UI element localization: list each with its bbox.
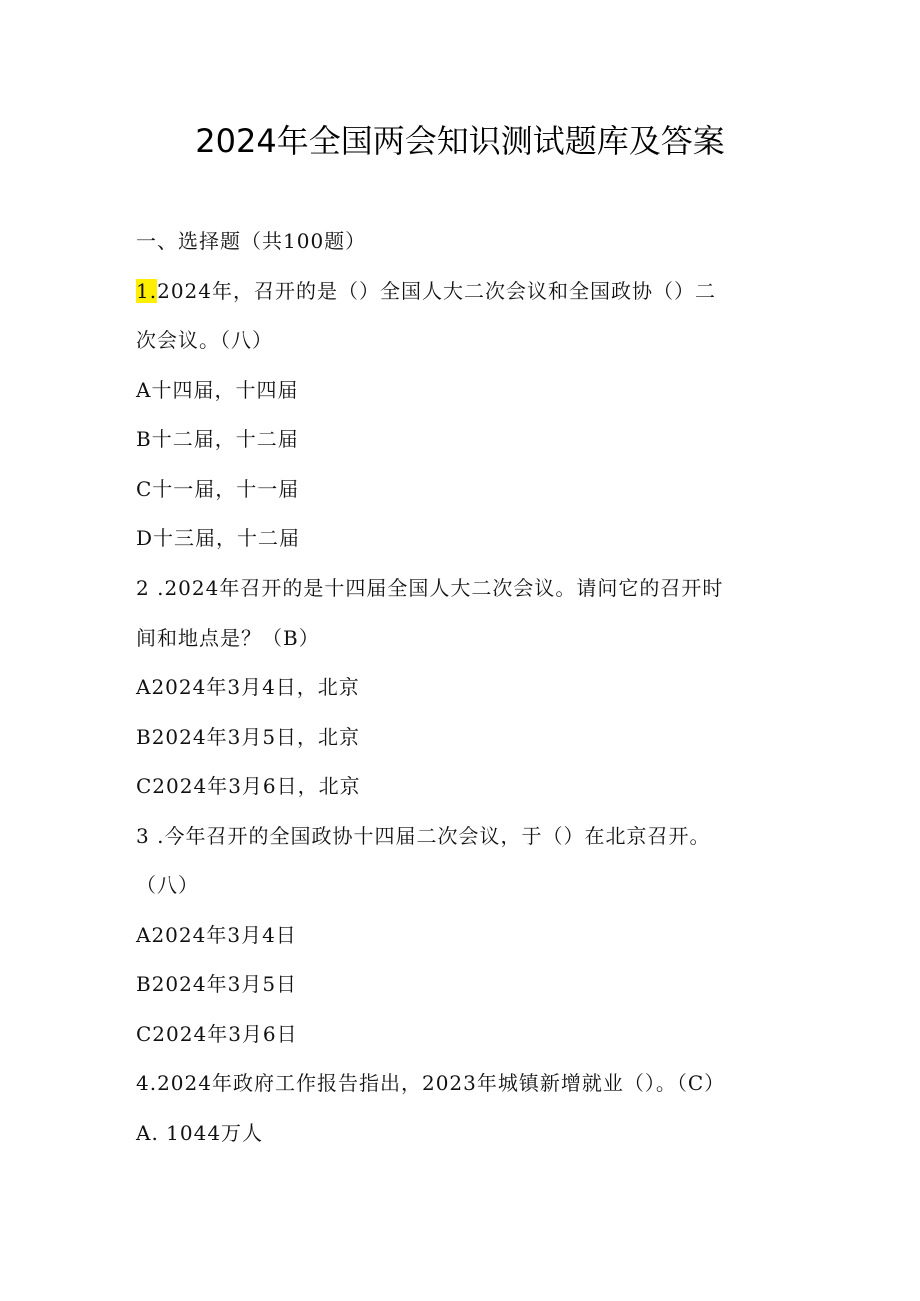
question-1-text: 2024年，召开的是（）全国人大二次会议和全国政协（）二 (157, 279, 716, 303)
option-line: B2024年3月5日 (136, 972, 298, 996)
option-line: D十三届，十二届 (136, 526, 301, 550)
question-2-line-2: 间和地点是？（B） (136, 626, 320, 650)
question-1-line-2: 次会议。（八） (136, 328, 273, 352)
option-line: B十二届，十二届 (136, 427, 299, 451)
option-line: A2024年3月4日 (136, 923, 297, 947)
document-title: 2024年全国两会知识测试题库及答案 (195, 122, 725, 160)
question-3-line-1: 3 .今年召开的全国政协十四届二次会议，于（）在北京召开。 (136, 824, 711, 848)
option-line: C2024年3月6日 (136, 1022, 298, 1046)
section-heading: 一、选择题（共100题） (136, 229, 367, 253)
option-line: B2024年3月5日，北京 (136, 725, 361, 749)
option-line: A. 1044万人 (136, 1121, 264, 1145)
question-4-line-1: 4.2024年政府工作报告指出，2023年城镇新增就业（）。（C） (136, 1071, 726, 1095)
option-line: C2024年3月6日，北京 (136, 774, 361, 798)
question-3-line-2: （八） (136, 873, 199, 897)
question-1-line-1 (136, 277, 716, 305)
option-line: C十一届，十一届 (136, 477, 300, 501)
option-line: A2024年3月4日，北京 (136, 675, 360, 699)
question-number-highlight: 1. (136, 279, 158, 303)
question-2-line-1: 2 .2024年召开的是十四届全国人大二次会议。请问它的召开时 (136, 576, 724, 600)
option-line: A十四届，十四届 (136, 378, 299, 402)
